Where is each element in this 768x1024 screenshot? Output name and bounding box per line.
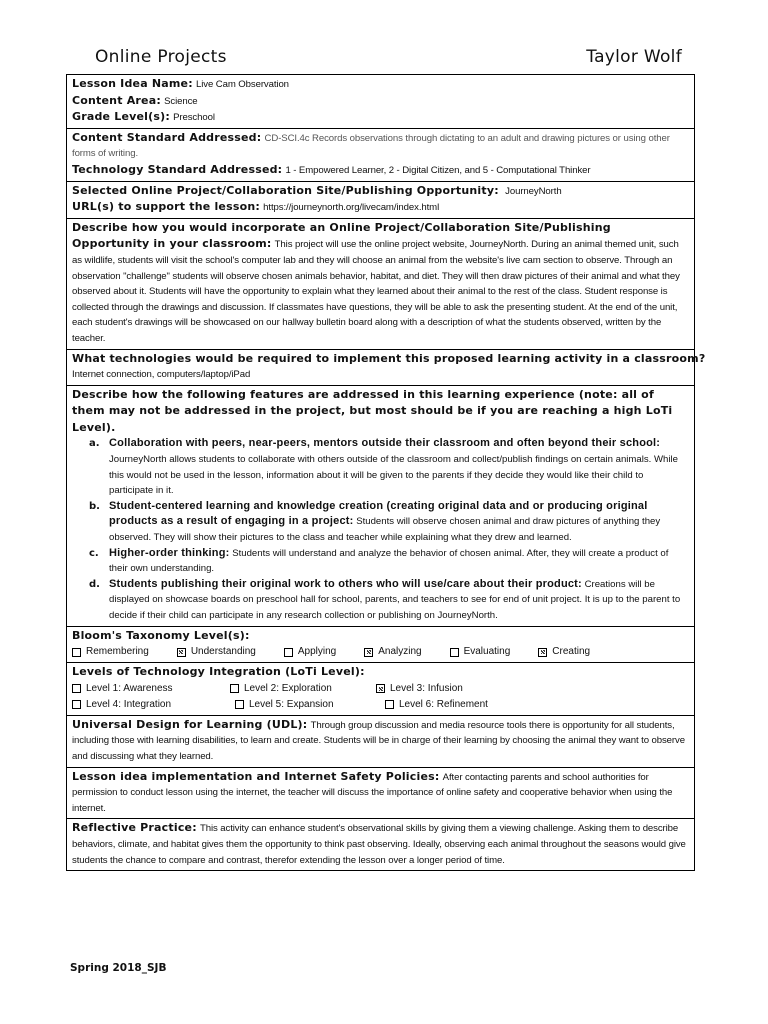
checkbox-icon: [538, 648, 547, 657]
checkbox-label: Evaluating: [463, 646, 511, 658]
checkbox-label: Understanding: [190, 646, 256, 658]
checkbox-evaluating[interactable]: [450, 644, 511, 660]
safety-text: After contacting parents and school authorities for permission to conduct lesson using the internet, the teacher will discuss the importance of online safety and cooperative behavior when using the internet.: [72, 771, 673, 814]
technologies-row: [67, 350, 706, 386]
url-label: URL(s) to support the lesson:: [72, 200, 260, 214]
selected-project-label: Selected Online Project/Collaboration Site/Publishing Opportunity:: [72, 183, 499, 197]
grade-level-value: Preschool: [173, 112, 215, 124]
blooms-options: [72, 644, 689, 660]
url-value: https://journeynorth.org/livecam/index.html: [263, 202, 440, 214]
safety-row: [67, 768, 694, 820]
selected-project-value: JourneyNorth: [505, 185, 562, 197]
tech-standard-label: Technology Standard Addressed:: [72, 162, 283, 176]
author-name: Taylor Wolf: [586, 47, 682, 67]
lesson-idea-label: Lesson Idea Name:: [72, 77, 193, 90]
checkbox-icon: [72, 684, 81, 693]
feature-label: Student-centered learning and knowledge creation (creating original data and or producing original products as a result of engaging in a project:: [109, 499, 648, 528]
checkbox-level-3[interactable]: [376, 681, 463, 697]
technologies-value: Internet connection, computers/laptop/iPad: [72, 369, 251, 381]
checkbox-label: Remembering: [86, 646, 149, 658]
page-title: Online Projects: [95, 47, 227, 67]
describe-row: [67, 219, 694, 350]
checkbox-icon: [230, 684, 239, 693]
content-standard-label: Content Standard Addressed:: [72, 130, 262, 144]
checkbox-label: Creating: [552, 646, 591, 658]
checkbox-icon: [364, 648, 373, 657]
safety-label: Lesson idea implementation and Internet Safety Policies:: [72, 769, 440, 783]
checkbox-icon: [72, 700, 81, 709]
standards-row: [67, 129, 694, 182]
loti-options-line2: [72, 697, 689, 713]
feature-text: Students will understand and analyze the behavior of chosen animal. After, they will create a product of their own understanding.: [109, 547, 669, 575]
blooms-label: Bloom's Taxonomy Level(s):: [72, 628, 250, 642]
udl-row: [67, 716, 694, 768]
list-item: [89, 546, 689, 577]
checkbox-icon: [284, 648, 293, 657]
checkbox-applying[interactable]: [284, 644, 336, 660]
list-item: [89, 436, 689, 498]
checkbox-icon: [72, 648, 81, 657]
feature-label: Students publishing their original work to others who will use/care about their product:: [109, 577, 582, 590]
loti-label: Levels of Technology Integration (LoTi Level):: [72, 665, 365, 679]
loti-row: [67, 663, 694, 716]
content-standard-value: CD-SCI.4c Records observations through dictating to an adult and drawing pictures or using other forms of writing.: [72, 132, 670, 160]
list-marker: d.: [89, 578, 100, 590]
checkbox-label: Level 5: Expansion: [249, 698, 334, 710]
checkbox-label: Level 4: Integration: [86, 698, 172, 710]
feature-text: JourneyNorth allows students to collaborate with others outside of the classroom and collect/publish findings on certain animals. While this would not be used in the lesson, information about it will be given to the parents if they decide they would like their child to participate in it.: [109, 454, 678, 497]
checkbox-level-6[interactable]: [385, 697, 488, 713]
checkbox-label: Level 6: Refinement: [399, 698, 488, 710]
udl-label: Universal Design for Learning (UDL):: [72, 717, 308, 731]
feature-text: Students will observe chosen animal and draw pictures of anything they observed. They will show their pictures to the class and teacher while explaining what they drew and learned.: [109, 516, 661, 544]
checkbox-level-4[interactable]: [72, 697, 207, 713]
reflective-text: This activity can enhance student's observational skills by giving them a viewing challenge. Asking them to describe behaviors, climate, and habitat gives them the opportunity to think past observing. Ideally, observing each animal throughout the seasons would give students the chance to compare and contrast, therefor extending the lesson over a longer period of time.: [72, 823, 686, 866]
checkbox-icon: [235, 700, 244, 709]
checkbox-icon: [450, 648, 459, 657]
describe-label: Describe how you would incorporate an Online Project/Collaboration Site/Publishing Opportunity in your classroom:: [72, 220, 611, 251]
project-row: [67, 182, 694, 219]
content-area-label: Content Area:: [72, 93, 161, 107]
loti-options-line1: [72, 681, 689, 697]
features-row: [67, 386, 694, 627]
reflective-label: Reflective Practice:: [72, 821, 197, 835]
checkbox-icon: [376, 684, 385, 693]
feature-text: Creations will be displayed on showcase boards on preschool hall for school, parents, and teachers to see for end of unit project. It is up to the parent to decide if their child can participate in any research collection or publishing on JourneyNorth.: [109, 578, 681, 621]
checkbox-level-1[interactable]: [72, 681, 202, 697]
technologies-label: What technologies would be required to implement this proposed learning activity in a classroom?: [72, 351, 706, 365]
checkbox-creating[interactable]: [538, 644, 590, 660]
list-marker: c.: [89, 547, 99, 559]
list-item: [89, 577, 689, 624]
page-footer: Spring 2018_SJB: [70, 962, 167, 974]
describe-text: This project will use the online project website, JourneyNorth. During an animal themed unit, such as wildlife, students will visit the school's computer lab and they will choose an animal from the website's live cam section to observe. Through an observation "challenge" students will observe chosen animals behavior, habitat, and diet. They will then draw pictures of their animal and what they observed about it. Students will have the opportunity to explain what they learned about their animal to the rest of the class. Student response is collected through the drawings and discussion. If classmates have questions, they will be able to ask the presenting student. At the end of the unit, each student's drawings will be showcased on our hallway bulletin board along with a description of what the students observed, written by the teacher.: [72, 239, 680, 344]
lesson-plan-table: [66, 74, 706, 871]
udl-text: Through group discussion and media resource tools there is opportunity for all students, including those with learning disabilities, to learn and create. Students will be in charge of their learning by choosing the animal they want to observe and discussing what they learned.: [72, 719, 685, 762]
list-marker: b.: [89, 500, 100, 512]
feature-label: Higher-order thinking:: [109, 546, 230, 559]
checkbox-remembering[interactable]: [72, 644, 149, 660]
checkbox-icon: [177, 648, 186, 657]
content-area-value: Science: [164, 95, 198, 107]
checkbox-icon: [385, 700, 394, 709]
lesson-info-row: [67, 75, 694, 129]
checkbox-analyzing[interactable]: [364, 644, 421, 660]
checkbox-label: Level 3: Infusion: [390, 682, 463, 694]
checkbox-label: Level 1: Awareness: [86, 682, 173, 694]
features-intro: Describe how the following features are addressed in this learning experience (note: all of them may not be addressed in the project, but most should be if you are reaching a high LoTi Level).: [72, 387, 673, 434]
features-list: [72, 436, 689, 623]
lesson-idea-value: Live Cam Observation: [196, 79, 289, 90]
checkbox-understanding[interactable]: [177, 644, 256, 660]
list-item: [89, 499, 689, 546]
list-marker: a.: [89, 438, 100, 450]
reflective-row: [67, 819, 694, 870]
checkbox-level-5[interactable]: [235, 697, 357, 713]
checkbox-label: Applying: [297, 646, 337, 658]
checkbox-level-2[interactable]: [230, 681, 348, 697]
grade-level-label: Grade Level(s):: [72, 110, 170, 124]
tech-standard-value: 1 - Empowered Learner, 2 - Digital Citizen, and 5 - Computational Thinker: [285, 164, 591, 176]
blooms-row: [67, 627, 694, 664]
checkbox-label: Level 2: Exploration: [244, 682, 332, 694]
feature-label: Collaboration with peers, near-peers, mentors outside their classroom and often beyond their school:: [109, 437, 661, 450]
checkbox-label: Analyzing: [378, 646, 422, 658]
